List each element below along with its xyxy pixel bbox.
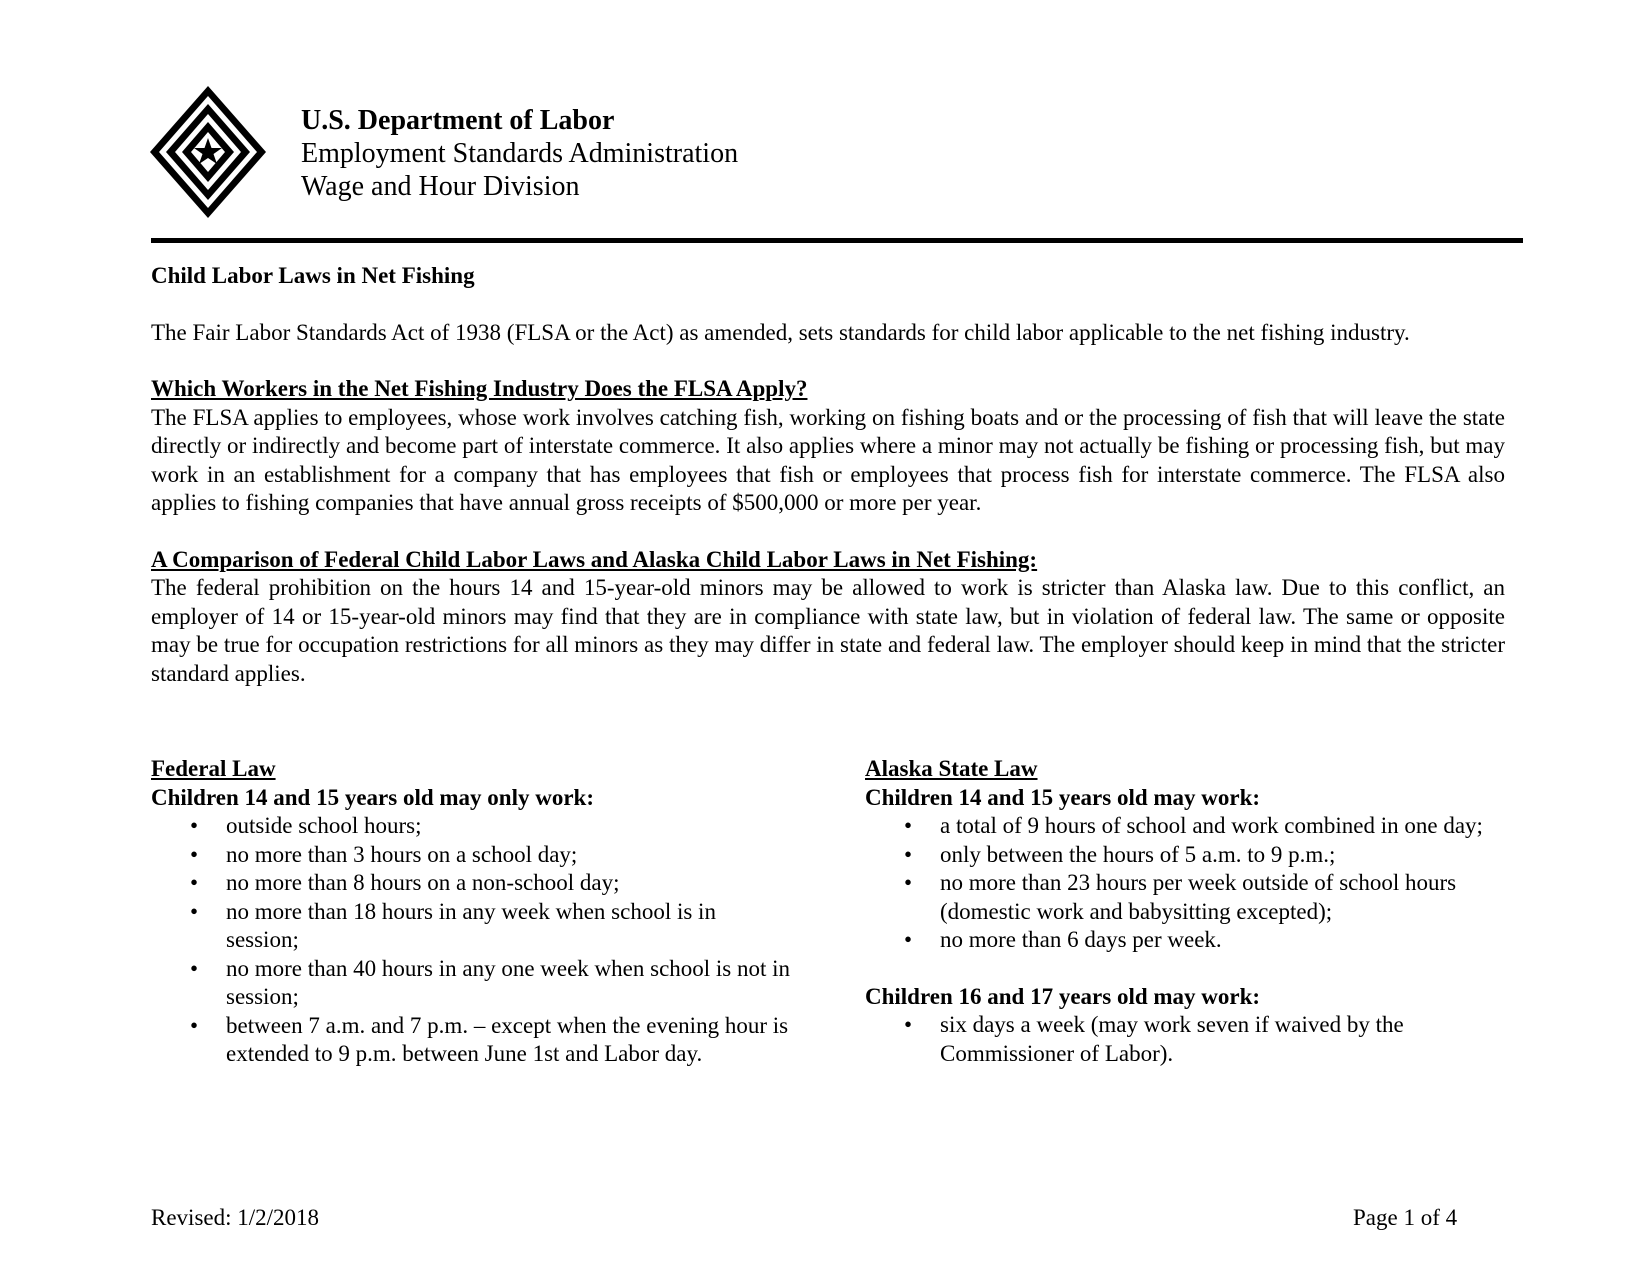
division-name: Wage and Hour Division (301, 171, 580, 202)
alaska-law-subhead-16-17: Children 16 and 17 years old may work: (865, 983, 1261, 1009)
document-title: Child Labor Laws in Net Fishing (151, 263, 475, 288)
list-item: • no more than 40 hours in any one week when school is not in session; (190, 955, 791, 1009)
list-item: • only between the hours of 5 a.m. to 9 p.m.; (865, 841, 1505, 870)
bullet-icon: • (904, 870, 913, 895)
list-item: • no more than 3 hours on a school day; (151, 841, 791, 870)
bullet-icon: • (904, 813, 913, 838)
administration-name: Employment Standards Administration (301, 138, 739, 169)
header-divider (151, 238, 1523, 243)
list-item: • no more than 18 hours in any week when school is in session; (190, 898, 716, 952)
page-number: Page 1 of 4 (1353, 1205, 1458, 1230)
section-body-comparison: The federal prohibition on the hours 14 and 15-year-old minors may be allowed to work is stricter than Alaska law. Due to this conflict, an employer of 14 or 15-year-old minors may find that they are in compliance with state law, but in violation of federal law. The same or opposite may be true for occupation restrictions for all minors as they may differ in state and federal law. The employer should keep in mind that the stricter standard applies. (151, 575, 1505, 686)
department-name: U.S. Department of Labor (301, 105, 615, 136)
list-item: • outside school hours; (151, 812, 791, 841)
federal-law-list (151, 812, 791, 1069)
dol-logo-icon (150, 86, 266, 218)
bullet-icon: • (190, 898, 199, 924)
section-heading-comparison: A Comparison of Federal Child Labor Laws and Alaska Child Labor Laws in Net Fishing: (151, 546, 1038, 572)
bullet-icon: • (190, 813, 199, 838)
alaska-law-list-14-15 (865, 812, 1505, 955)
list-item: • a total of 9 hours of school and work combined in one day; (865, 812, 1505, 841)
list-item: • no more than 6 days per week. (865, 926, 1505, 955)
federal-law-column (151, 755, 791, 1069)
alaska-law-title: Alaska State Law (865, 756, 1038, 781)
bullet-icon: • (190, 955, 199, 981)
list-item: • six days a week (may work seven if waived by the Commissioner of Labor). (904, 1012, 1404, 1066)
alaska-law-column (865, 755, 1505, 1068)
list-item: • no more than 23 hours per week outside of school hours (domestic work and babysitting excepted); (904, 870, 1457, 924)
section-heading-applicability: Which Workers in the Net Fishing Industry Does the FLSA Apply? (151, 376, 808, 401)
bullet-icon: • (904, 841, 913, 867)
federal-law-title: Federal Law (151, 756, 276, 781)
bullet-icon: • (904, 1012, 913, 1037)
revised-date: Revised: 1/2/2018 (151, 1205, 320, 1230)
bullet-icon: • (190, 841, 199, 867)
bullet-icon: • (904, 927, 913, 952)
agency-header (301, 104, 738, 203)
section-body-applicability: The FLSA applies to employees, whose work involves catching fish, working on fishing boats and or the processing of fish that will leave the state directly or indirectly and become part of interstate commerce. It also applies where a minor may not actually be fishing or processing fish, but may work in an establishment for a company that has employees that fish or employees that process fish for interstate commerce. The FLSA also applies to fishing companies that have annual gross receipts of $500,000 or more per year. (151, 404, 1505, 515)
federal-law-subhead: Children 14 and 15 years old may only work: (151, 784, 595, 810)
intro-paragraph: The Fair Labor Standards Act of 1938 (FLSA or the Act) as amended, sets standards for child labor applicable to the net fishing industry. (151, 319, 1410, 345)
alaska-law-subhead-14-15: Children 14 and 15 years old may work: (865, 784, 1261, 810)
list-item: • no more than 8 hours on a non-school day; (151, 869, 791, 898)
document-body (151, 262, 1505, 688)
list-item: • between 7 a.m. and 7 p.m. – except when the evening hour is extended to 9 p.m. between June 1st and Labor day. (190, 1012, 789, 1066)
alaska-law-list-16-17 (865, 1011, 1505, 1068)
bullet-icon: • (190, 870, 199, 895)
bullet-icon: • (190, 1012, 199, 1038)
